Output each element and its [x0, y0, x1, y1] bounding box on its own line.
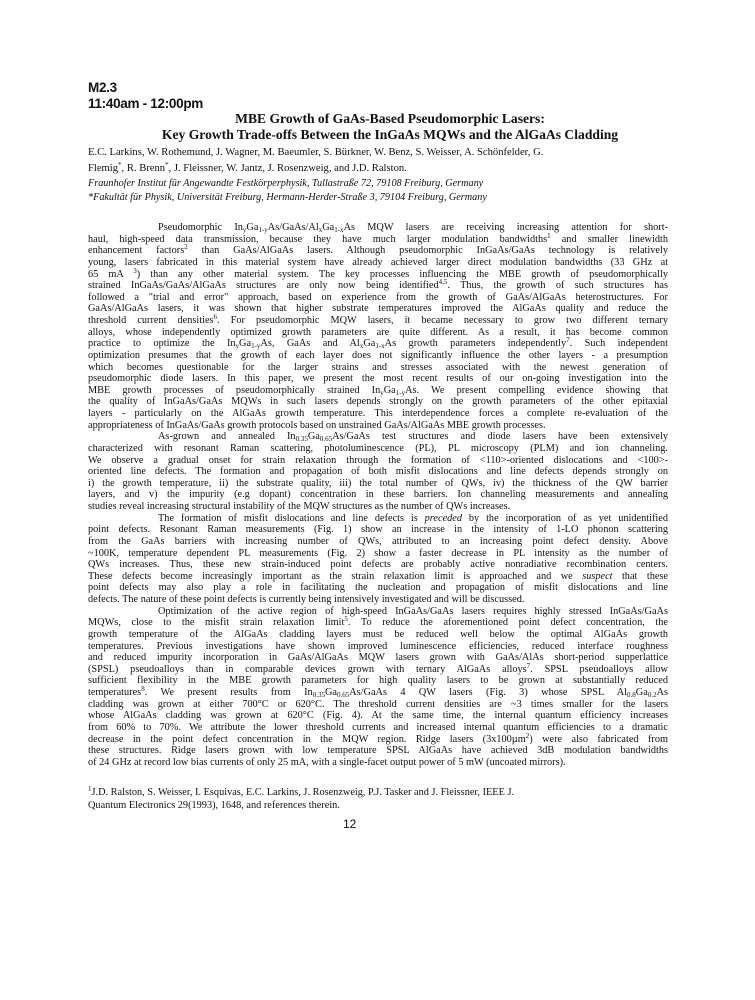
subscript: 0.35: [312, 691, 325, 699]
emphasis: suspect: [582, 570, 613, 582]
title-line: Key Growth Trade-offs Between the InGaAs MQWs and the AlGaAs Cladding: [161, 126, 619, 142]
text-line: Pseudomorphic $In_yGa_{1-y}As/GaAs/Al_xGa_{1-x}As$ MQW lasers are receiving increasing attention for short-: [158, 222, 668, 234]
subscript: 0.65: [336, 691, 350, 699]
subscript: x: [359, 342, 364, 351]
text-line: The formation of misfit dislocations and line defects is preceded by the incorporation of as yet unidentified: [158, 512, 668, 524]
text-line: These defects become increasingly important as the strain relaxation limit is approached and we suspect that these: [88, 570, 668, 582]
text-line: from 60% to 70%. We attribute the lower threshold currents and increased internal quantum efficiencies to a dramatic: [88, 721, 668, 733]
text-line: and reduced impurity incorporation in GaAs/AlGaAs MQW lasers grown with GaAs/AlAs short-period supperlattice: [88, 652, 668, 664]
footnote: [88, 786, 663, 812]
text-line: followed a "trial and error" approach, based on experience from the growth of GaAs/AlGaAs heterostructures. For: [88, 291, 668, 303]
text-line: cladding was grown at either 700°C or 620°C. The threshold current densities are ~3 times smaller for the lasers: [88, 698, 668, 710]
text-line: point defects may also play a role in facilitating the nucleation and propagation of misfit dislocations and line: [88, 582, 668, 594]
text-line: optimization presumes that the growth of each layer does not significantly influence the other layers - a presumption: [88, 349, 668, 361]
text-line: sufficient flexibility in the MBE growth parameters for high quality lasers to be grown at substantially reduced: [88, 675, 668, 687]
subscript: y: [235, 342, 240, 351]
superscript: *: [165, 160, 169, 169]
text-line: haul, high-speed data transmission, because they have much larger modulation bandwidths$^1$ and smaller linewidth: [88, 231, 669, 245]
text-line: (SPSL) pseudoalloys than in comparable devices grown with ternary AlGaAs alloys$^7$. SPSL pseudoalloys allow: [88, 661, 668, 675]
page-number: 12: [343, 817, 357, 831]
text-line: QWs increases. Thus, these new strain-induced point defects are probably active nonradiative recombination centers.: [88, 559, 668, 571]
affiliation-line: Fraunhofer Institut für Angewandte Festkörperphysik, Tullastraße 72, 79108 Freiburg, Germany: [88, 178, 484, 189]
subscript: y: [380, 388, 384, 397]
subscript: 1-x: [375, 342, 385, 351]
abstract-body: [88, 222, 668, 768]
footnote-line: $^1$J.D. Ralston, S. Weisser, I. Esquivas, E.C. Larkins, J. Rosenzweig, P.J. Tasker and J. Fleissner, IEEE J.: [88, 785, 515, 798]
superscript: 5: [344, 615, 348, 624]
subscript: x: [318, 226, 323, 234]
text-line: which becomes questionable for the larger strains and stresses associated with the newest generation of: [88, 361, 668, 373]
text-line: enhancement factors$^2$ than GaAs/AlGaAs lasers. Although pseudomorphic InGaAs/GaAs technology is relatively: [88, 243, 668, 257]
text-line: studies reveal increasing structural instability of the MQW structures as the number of QWs increases.: [88, 501, 511, 512]
paragraph: [88, 431, 668, 512]
session-time: 11:40am - 12:00pm: [88, 96, 203, 111]
text-line: We observe a gradual onset for strain relaxation through the formation of <110>-oriented dislocations and <100>-: [88, 454, 668, 466]
superscript: 4,5: [438, 278, 448, 287]
text-line: layers - particularly on the AlGaAs growth temperature. This interdependence forces a complete re-evaluation of the: [88, 408, 668, 419]
subscript: 0.2: [647, 691, 657, 699]
text-line: threshold current densities$^6$. For pseudomorphic MQW lasers, it became necessary to grow two different ternary: [88, 313, 668, 326]
text-line: strained InGaAs/GaAs/AlGaAs structures are only now being identified$^{4,5}$. Thus, the growth of such structures has: [88, 278, 668, 292]
subscript: 1-x: [334, 226, 344, 234]
paragraph: [88, 606, 668, 769]
subscript: 1-y: [258, 226, 268, 234]
superscript: 6: [213, 313, 218, 321]
text-line: ~100K, temperature dependent PL measurements (Fig. 2) show a faster decrease in PL intensity as the number of: [88, 547, 668, 559]
superscript: 3: [133, 266, 137, 275]
author-line: Flemig*, R. Brenn*, J. Fleissner, W. Jantz, J. Rosenzweig, and J.D. Ralston.: [88, 160, 407, 174]
text-line: MBE growth processes of pseudomorphically strained $In_yGa_{1-y}As$. We present compelling evidence showing that: [88, 384, 668, 397]
author-list: [88, 145, 678, 176]
text-line: defects. The nature of these point defects is currently being intensively investigated and will be discussed.: [88, 594, 525, 605]
emphasis: preceded: [424, 512, 463, 524]
subscript: 1-y: [251, 342, 261, 351]
paragraph: [88, 222, 668, 431]
superscript: 2: [184, 243, 188, 252]
superscript: 1: [88, 785, 92, 793]
superscript: 7: [526, 661, 531, 670]
paper-title: [80, 111, 700, 142]
text-line: young, lasers fabricated in this material system have already achieved larger direct modulation bandwidths (33 GHz at: [88, 256, 668, 268]
superscript: *: [118, 160, 122, 169]
subscript: 1-y: [395, 388, 406, 397]
text-line: oriented line defects. The formation and propagation of both misfit dislocations and line defects depends strongly on: [88, 466, 668, 478]
text-line: the quality of InGaAs/GaAs MQWs in such lasers depends strongly on the growth parameters of the other epitaxial: [88, 396, 668, 408]
superscript: 7: [566, 336, 570, 345]
text-line: these structures. Ridge lasers grown with low temperature SPSL AlGaAs have achieved 3dB modulation bandwidths: [88, 745, 668, 757]
affiliations: [88, 177, 487, 205]
text-line: layers, and v) the impurity (e.g dopant) concentration in these barriers. Ion channeling measurements and annealing: [88, 489, 668, 501]
text-line: of 24 GHz at record low bias currents of only 25 mA, with a single-facet output power of 5 mW (uncoated mirrors).: [88, 756, 566, 768]
footnote-line: Quantum Electronics 29(1993), 1648, and references therein.: [88, 800, 340, 811]
text-line: growth temperature of the AlGaAs cladding layers must be reduced well below the optimal AlGaAs growth: [88, 628, 668, 640]
superscript: 8: [141, 685, 145, 693]
subscript: 0.8: [627, 691, 636, 699]
session-id: M2.3: [88, 80, 117, 95]
affiliation-line: *Fakultät für Physik, Universität Freiburg, Hermann-Herder-Straße 3, 79104 Freiburg, Germany: [88, 192, 487, 203]
text-line: point defects. Resonant Raman measurements (Fig. 1) show an increase in the intensity of 1-LO phonon scattering: [88, 524, 668, 536]
text-line: from the GaAs barriers with increasing number of QWs, attributed to an increasing point defect density. Above: [88, 535, 668, 547]
text-line: Optimization of the active region of high-speed InGaAs/GaAs lasers requires highly stressed InGaAs/GaAs: [158, 605, 668, 617]
subscript: y: [242, 226, 247, 234]
author-line: E.C. Larkins, W. Rothemund, J. Wagner, M. Baeumler, S. Bürkner, W. Benz, S. Weisser, A. Schönfelder, G.: [88, 147, 544, 158]
text-line: GaAs/AlGaAs lasers, it was shown that higher substrate temperatures improved the AlGaAs quality and reduce the: [88, 303, 668, 315]
text-line: i) the growth temperature, ii) the substrate quality, iii) the total number of QWs, iv) the thickness of the QW barrier: [88, 477, 668, 489]
superscript: 1: [547, 231, 551, 240]
text-line: pseudomorphic diode lasers. In this paper, we present the most recent results of our on-going investigation into the: [88, 373, 668, 385]
text-line: decrease in the point defect concentration in the MQW region. Ridge lasers (3x100µm$^2$) were also fabricated from: [88, 731, 668, 745]
text-line: alloys, whose independently optimized growth parameters are quite different. As a result, it has become common: [88, 326, 668, 338]
superscript: 2: [525, 731, 530, 740]
subscript: 0.65: [319, 435, 333, 444]
text-line: 65 mA $^3$) than any other material system. The key processes influencing the MBE growth of pseudomorphically: [88, 266, 668, 280]
title-line: MBE Growth of GaAs-Based Pseudomorphic Lasers:: [235, 111, 545, 126]
text-line: MQWs, close to the misfit strain relaxation limit$^5$. To reduce the aforementioned point defect concentration, the: [88, 615, 668, 629]
text-line: temperatures. Previous investigations have shown improved luminescence efficiencies, reduced interface roughness: [88, 640, 668, 652]
text-line: appropriateness of InGaAs/GaAs growth protocols based on unstrained GaAs/AlGaAs MBE growth processes.: [88, 419, 546, 431]
text-line: practice to optimize the $In_yGa_{1-y}As$, GaAs and $Al_xGa_{1-x}As$ growth parameters independently$^7$. Such independent: [88, 336, 669, 351]
paragraph: [88, 513, 668, 606]
text-line: temperatures$^8$. We present results from $In_{0.35}Ga_{0.65}As$/GaAs 4 QW lasers (Fig. 3) whose SPSL $Al_{0.8}Ga_{0.2}As$: [88, 685, 669, 699]
text-line: characterized with resonant Raman scattering, photoluminescence (PL), PL microscopy (PLM) and ion channeling.: [88, 442, 668, 454]
subscript: 0.35: [295, 435, 308, 444]
text-line: whose AlGaAs cladding was grown at 620°C (Fig. 4). At the same time, the internal quantum efficiency increases: [88, 710, 668, 722]
text-line: As-grown and annealed $In_{0.35}Ga_{0.65}As$/GaAs test structures and diode lasers have been extensively: [158, 431, 669, 444]
